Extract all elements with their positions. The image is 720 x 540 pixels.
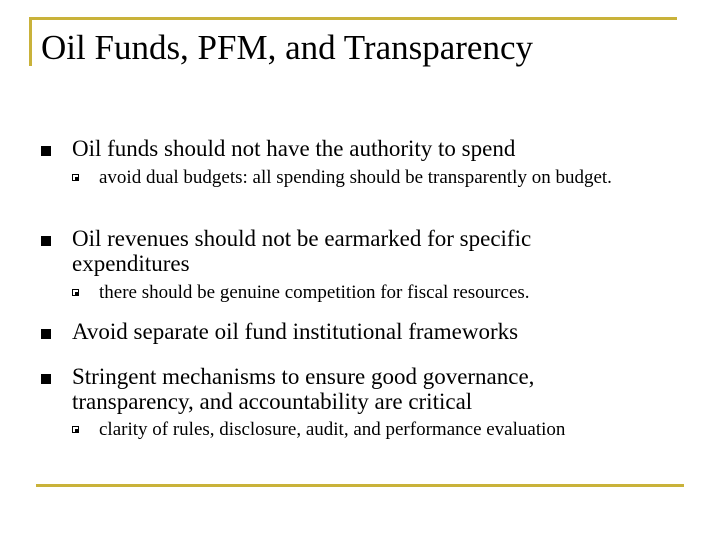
sub-bullet-item bbox=[99, 420, 679, 439]
bullet-item bbox=[72, 319, 672, 344]
slide-title: Oil Funds, PFM, and Transparency bbox=[41, 28, 533, 67]
hollow-square-bullet-icon bbox=[72, 426, 79, 433]
left-rule bbox=[29, 17, 32, 66]
bullet-item bbox=[72, 136, 672, 161]
hollow-square-bullet-icon bbox=[72, 174, 79, 181]
bullet-text: Oil revenues should not be earmarked for specific expenditures bbox=[72, 226, 532, 276]
square-bullet-icon bbox=[41, 146, 51, 156]
sub-bullet-text: there should be genuine competition for fiscal resources. bbox=[99, 282, 530, 303]
bullet-text: Stringent mechanisms to ensure good governance, transparency, and accountability are critical bbox=[72, 364, 535, 414]
sub-bullet-item bbox=[99, 168, 639, 187]
bullet-text: Avoid separate oil fund institutional frameworks bbox=[72, 319, 519, 344]
bullet-text: Oil funds should not have the authority to spend bbox=[72, 136, 516, 161]
sub-bullet-text: avoid dual budgets: all spending should be transparently on budget. bbox=[99, 167, 612, 188]
top-rule bbox=[29, 17, 677, 20]
square-bullet-icon bbox=[41, 329, 51, 339]
bottom-rule bbox=[36, 484, 684, 487]
square-bullet-icon bbox=[41, 374, 51, 384]
bullet-item bbox=[72, 364, 612, 414]
hollow-square-bullet-icon bbox=[72, 289, 79, 296]
bullet-item bbox=[72, 226, 632, 276]
square-bullet-icon bbox=[41, 236, 51, 246]
sub-bullet-item bbox=[99, 283, 679, 302]
sub-bullet-text: clarity of rules, disclosure, audit, and performance evaluation bbox=[99, 419, 566, 440]
